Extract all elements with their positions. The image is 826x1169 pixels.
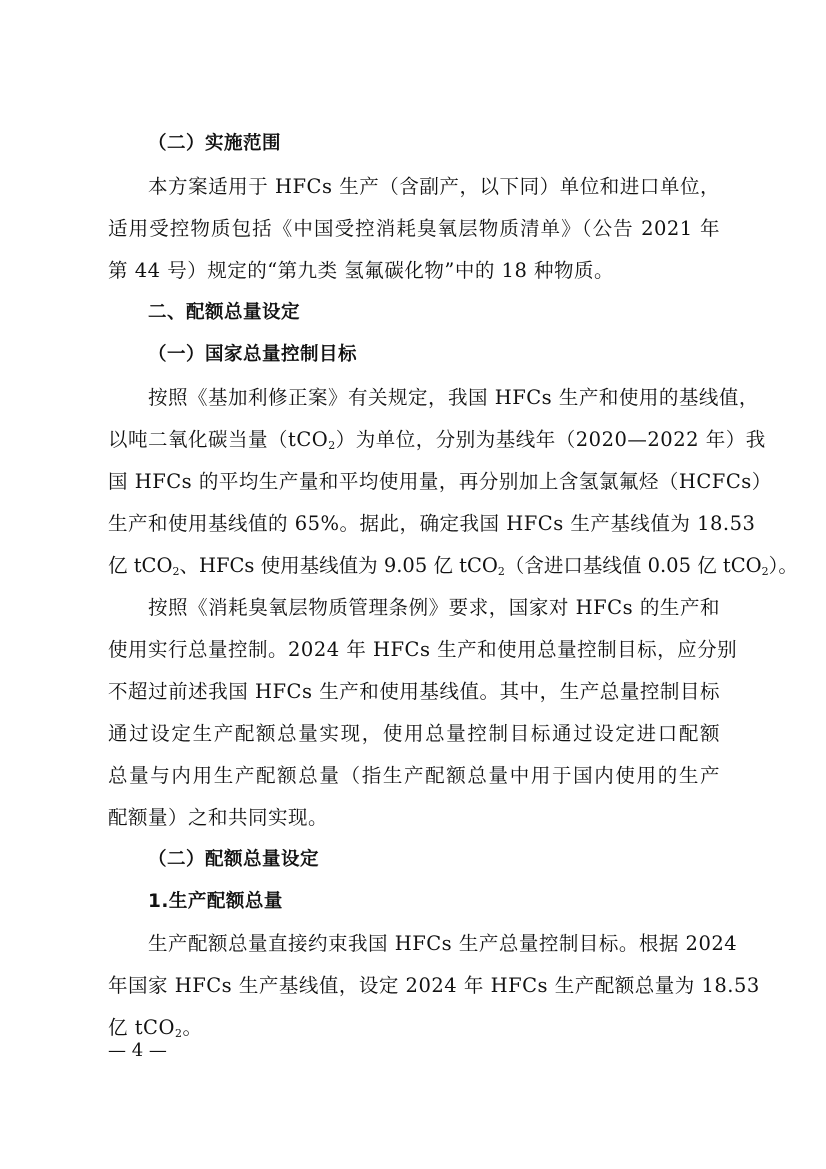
page-number: — 4 —	[108, 1040, 167, 1061]
paragraph-line: 使用实行总量控制。2024 年 HFCs 生产和使用总量控制目标，应分别	[108, 638, 738, 661]
paragraph-line: 按照《基加利修正案》有关规定，我国 HFCs 生产和使用的基线值，	[148, 386, 759, 409]
paragraph-line: 总量与内用生产配额总量（指生产配额总量中用于国内使用的生产	[108, 764, 720, 787]
paragraph-line: 适用受控物质包括《中国受控消耗臭氧层物质清单》（公告 2021 年	[108, 217, 720, 240]
paragraph-line: 按照《消耗臭氧层物质管理条例》要求，国家对 HFCs 的生产和	[148, 596, 720, 619]
paragraph-line: 年国家 HFCs 生产基线值，设定 2024 年 HFCs 生产配额总量为 18.53	[108, 974, 760, 997]
heading-implementation-scope: （二）实施范围	[148, 133, 282, 154]
paragraph-line: 以吨二氧化碳当量（tCO$_2$）为单位，分别为基线年（2020—2022 年）我	[108, 428, 766, 452]
paragraph-line: 配额量）之和共同实现。	[108, 806, 329, 829]
paragraph-line: 亿 tCO$_2$、HFCs 使用基线值为 9.05 亿 tCO$_2$（含进口基线值 0.05 亿 tCO$_2$）。	[108, 554, 798, 578]
paragraph-line: 通过设定生产配额总量实现，使用总量控制目标通过设定进口配额	[108, 722, 720, 745]
paragraph-line: 生产配额总量直接约束我国 HFCs 生产总量控制目标。根据 2024	[148, 932, 738, 955]
heading-production-quota: 1.生产配额总量	[148, 891, 283, 912]
heading-quota-total-setting: 二、配额总量设定	[148, 302, 301, 323]
heading-quota-setting: （二）配额总量设定	[148, 849, 320, 870]
paragraph-line: 国 HFCs 的平均生产量和平均使用量，再分别加上含氢氯氟烃（HCFCs）	[108, 470, 772, 493]
paragraph-line: 亿 tCO$_2$。	[108, 1016, 203, 1040]
paragraph-line: 本方案适用于 HFCs 生产（含副产，以下同）单位和进口单位，	[148, 175, 720, 198]
heading-national-control-target: （一）国家总量控制目标	[148, 344, 358, 365]
paragraph-line: 不超过前述我国 HFCs 生产和使用基线值。其中，生产总量控制目标	[108, 680, 720, 703]
paragraph-line: 第 44 号）规定的“第九类 氢氟碳化物”中的 18 种物质。	[108, 259, 615, 282]
paragraph-line: 生产和使用基线值的 65%。据此，确定我国 HFCs 生产基线值为 18.53	[108, 512, 756, 535]
